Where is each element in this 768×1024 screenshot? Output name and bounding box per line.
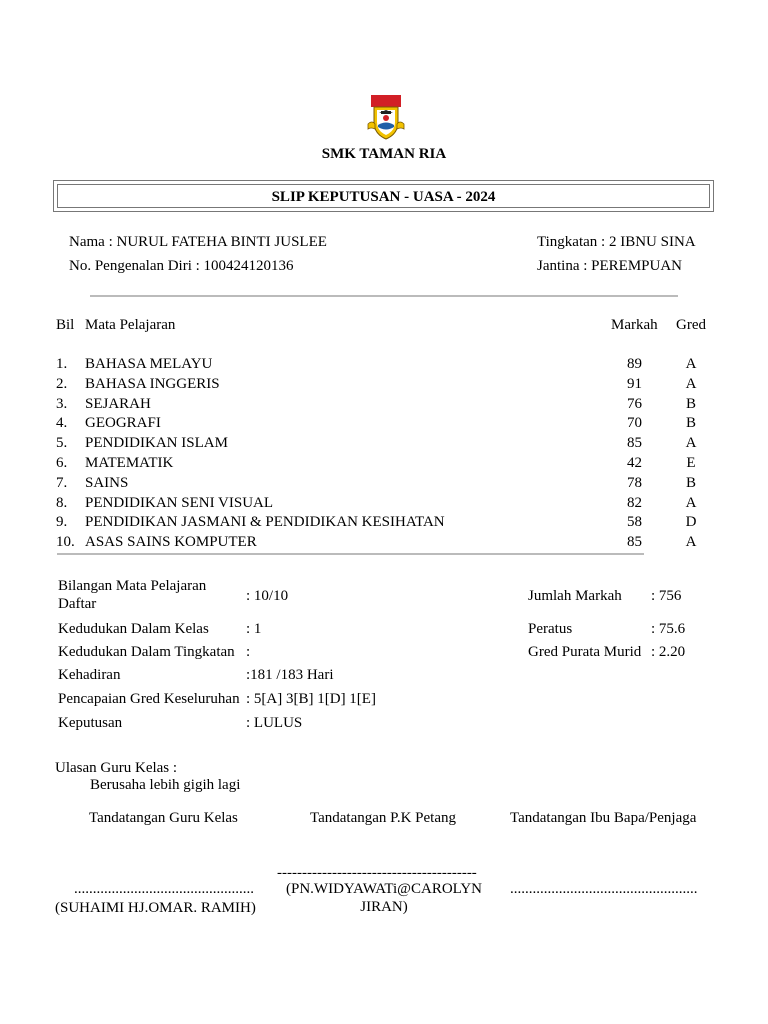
row-mark: 82	[627, 495, 642, 511]
row-subject: SEJARAH	[85, 396, 151, 412]
table-divider	[57, 553, 644, 555]
row-subject: PENDIDIKAN ISLAM	[85, 435, 228, 451]
row-number: 10.	[56, 534, 75, 550]
decision-label: Keputusan	[58, 715, 123, 731]
row-number: 9.	[56, 514, 68, 530]
row-grade: A	[685, 495, 697, 511]
row-grade: A	[685, 435, 697, 451]
parent-signature-title: Tandatangan Ibu Bapa/Penjaga	[510, 810, 697, 826]
row-mark: 91	[627, 376, 642, 392]
remarks-label: Ulasan Guru Kelas :	[55, 760, 178, 776]
header-mark: Markah	[611, 317, 658, 333]
school-crest-logo	[366, 94, 406, 142]
slip-title-box	[53, 180, 714, 212]
class-rank-value: : 1	[246, 621, 262, 637]
row-number: 2.	[56, 376, 68, 392]
avg-grade-value: : 2.20	[651, 644, 686, 660]
form-rank-value: :	[246, 644, 251, 660]
row-mark: 76	[627, 396, 642, 412]
row-grade: B	[685, 396, 696, 412]
row-mark: 85	[627, 534, 642, 550]
row-grade: A	[685, 376, 697, 392]
row-subject: PENDIDIKAN JASMANI & PENDIDIKAN KESIHATAN	[85, 514, 445, 530]
decision-value: : LULUS	[246, 715, 303, 731]
row-number: 3.	[56, 396, 68, 412]
row-mark: 58	[627, 514, 642, 530]
row-number: 8.	[56, 495, 68, 511]
student-name: Nama : NURUL FATEHA BINTI JUSLEE	[69, 234, 327, 250]
row-number: 5.	[56, 435, 68, 451]
row-subject: PENDIDIKAN SENI VISUAL	[85, 495, 274, 511]
grade-achievement-label: Pencapaian Gred Keseluruhan	[58, 691, 240, 707]
header-subject: Mata Pelajaran	[85, 317, 176, 333]
row-subject: MATEMATIK	[85, 455, 174, 471]
class-rank-label: Kedudukan Dalam Kelas	[58, 621, 209, 637]
pk-signature-title: Tandatangan P.K Petang	[310, 810, 457, 826]
remarks-text: Berusaha lebih gigih lagi	[90, 777, 241, 793]
form-rank-label: Kedudukan Dalam Tingkatan	[58, 644, 235, 660]
percentage-value: : 75.6	[651, 621, 686, 637]
row-subject: BAHASA INGGERIS	[85, 376, 220, 392]
info-divider	[90, 295, 678, 297]
teacher-name: (SUHAIMI HJ.OMAR. RAMIH)	[55, 900, 256, 916]
row-grade: A	[685, 356, 697, 372]
pk-signature-line: ----------------------------------------	[277, 865, 477, 881]
teacher-signature-title: Tandatangan Guru Kelas	[89, 810, 238, 826]
row-grade: A	[685, 534, 697, 550]
attendance-label: Kehadiran	[58, 667, 121, 683]
total-marks-label: Jumlah Markah	[528, 588, 622, 604]
row-subject: GEOGRAFI	[85, 415, 161, 431]
percentage-label: Peratus	[528, 621, 573, 637]
row-mark: 78	[627, 475, 642, 491]
row-mark: 85	[627, 435, 642, 451]
row-grade: E	[686, 455, 696, 471]
total-marks-value: : 756	[651, 588, 682, 604]
slip-title: SLIP KEPUTUSAN - UASA - 2024	[271, 189, 496, 205]
row-grade: D	[685, 514, 697, 530]
row-mark: 70	[627, 415, 642, 431]
student-class: Tingkatan : 2 IBNU SINA	[537, 234, 696, 250]
row-grade: B	[685, 475, 696, 491]
row-number: 6.	[56, 455, 68, 471]
row-grade: B	[685, 415, 696, 431]
row-number: 1.	[56, 356, 68, 372]
pk-name: (PN.WIDYAWATi@CAROLYN JIRAN)	[286, 881, 482, 915]
student-id: No. Pengenalan Diri : 100424120136	[69, 258, 294, 274]
grade-achievement-value: : 5[A] 3[B] 1[D] 1[E]	[246, 691, 376, 707]
attendance-value: :181 /183 Hari	[246, 667, 334, 683]
row-subject: SAINS	[85, 475, 129, 491]
school-name: SMK TAMAN RIA	[321, 146, 447, 162]
subjects-registered-label: Bilangan Mata Pelajaran Daftar	[58, 578, 207, 612]
student-gender: Jantina : PEREMPUAN	[537, 258, 683, 274]
header-bil: Bil	[56, 317, 75, 333]
row-number: 7.	[56, 475, 68, 491]
teacher-signature-line: ................................................	[74, 881, 254, 897]
header-grade: Gred	[676, 317, 706, 333]
row-mark: 89	[627, 356, 642, 372]
parent-signature-line: ..................................................	[510, 881, 698, 897]
avg-grade-label: Gred Purata Murid	[528, 644, 642, 660]
row-mark: 42	[627, 455, 642, 471]
row-subject: BAHASA MELAYU	[85, 356, 213, 372]
subjects-registered-value: : 10/10	[246, 588, 289, 604]
row-number: 4.	[56, 415, 68, 431]
row-subject: ASAS SAINS KOMPUTER	[85, 534, 257, 550]
